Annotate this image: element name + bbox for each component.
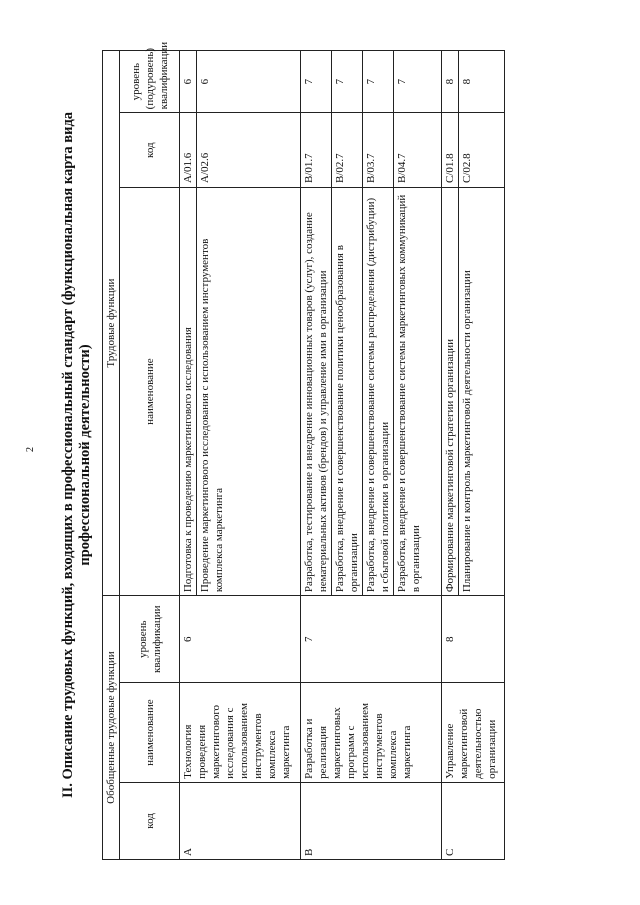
function-level: 7 — [301, 51, 332, 113]
header-level: уровень квалификации — [120, 596, 180, 683]
function-code: B/01.7 — [301, 113, 332, 188]
table-header-row-2 — [120, 51, 180, 860]
header-tf-code: код — [120, 113, 180, 188]
function-level: 7 — [332, 51, 363, 113]
function-name: Планирование и контроль маркетинговой деятельности организации — [459, 187, 505, 595]
header-name: наименование — [120, 683, 180, 783]
function-code: C/02.8 — [459, 113, 505, 188]
group-name: Управление маркетинговой деятельностью организации — [442, 683, 505, 783]
function-name: Разработка, тестирование и внедрение инновационных товаров (услуг), создание нематериальных активов (брендов) и управление ими в организации — [301, 187, 332, 595]
function-level: 8 — [442, 51, 459, 113]
group-name: Разработка и реализация маркетинговых программ с использованием инструментов комплекса маркетинга — [301, 683, 442, 783]
page-number: 2 — [25, 447, 36, 452]
function-name: Разработка, внедрение и совершенствование политики ценообразования в организации — [332, 187, 363, 595]
heading-line-2: профессиональной деятельности) — [77, 344, 93, 566]
function-level: 6 — [197, 51, 301, 113]
function-code: B/02.7 — [332, 113, 363, 188]
group-level: 7 — [301, 596, 442, 683]
heading-line-1: II. Описание трудовых функций, входящих в профессиональный стандарт (функциональная карта вида — [60, 111, 76, 799]
function-code: A/02.6 — [197, 113, 301, 188]
functional-map-table — [102, 41, 505, 860]
function-name: Разработка, внедрение и совершенствование системы маркетинговых коммуникаций в организации — [394, 187, 442, 595]
function-level: 8 — [459, 51, 505, 113]
function-code: A/01.6 — [180, 113, 197, 188]
section-heading — [60, 40, 94, 870]
table-row — [180, 51, 197, 860]
group-level: 6 — [180, 596, 301, 683]
function-code: B/03.7 — [363, 113, 394, 188]
rotated-landscape-content — [50, 40, 630, 870]
table-header-row-1 — [103, 51, 120, 860]
header-tf-name: наименование — [120, 187, 180, 595]
function-name: Разработка, внедрение и совершенствование системы распределения (дистрибуции) и сбытовой политики в организации — [363, 187, 394, 595]
header-generalized-functions: Обобщенные трудовые функции — [103, 596, 120, 860]
group-level: 8 — [442, 596, 505, 683]
function-name: Проведение маркетингового исследования с использованием инструментов комплекса маркетинга — [197, 187, 301, 595]
group-code: C — [442, 782, 505, 859]
group-name: Технология проведения маркетингового исследования с использованием инструментов комплекса маркетинга — [180, 683, 301, 783]
function-level: 6 — [180, 51, 197, 113]
table-row — [442, 51, 459, 860]
group-code: B — [301, 782, 442, 859]
table-row — [301, 51, 332, 860]
header-tf-level: уровень (подуровень) квалификации — [120, 51, 180, 113]
header-code: код — [120, 782, 180, 859]
group-code: A — [180, 782, 301, 859]
function-name: Подготовка к проведению маркетингового исследования — [180, 187, 197, 595]
function-level: 7 — [394, 51, 442, 113]
function-name: Формирование маркетинговой стратегии организации — [442, 187, 459, 595]
function-level: 7 — [363, 51, 394, 113]
function-code: B/04.7 — [394, 113, 442, 188]
header-labor-functions: Трудовые функции — [103, 51, 120, 596]
function-code: C/01.8 — [442, 113, 459, 188]
